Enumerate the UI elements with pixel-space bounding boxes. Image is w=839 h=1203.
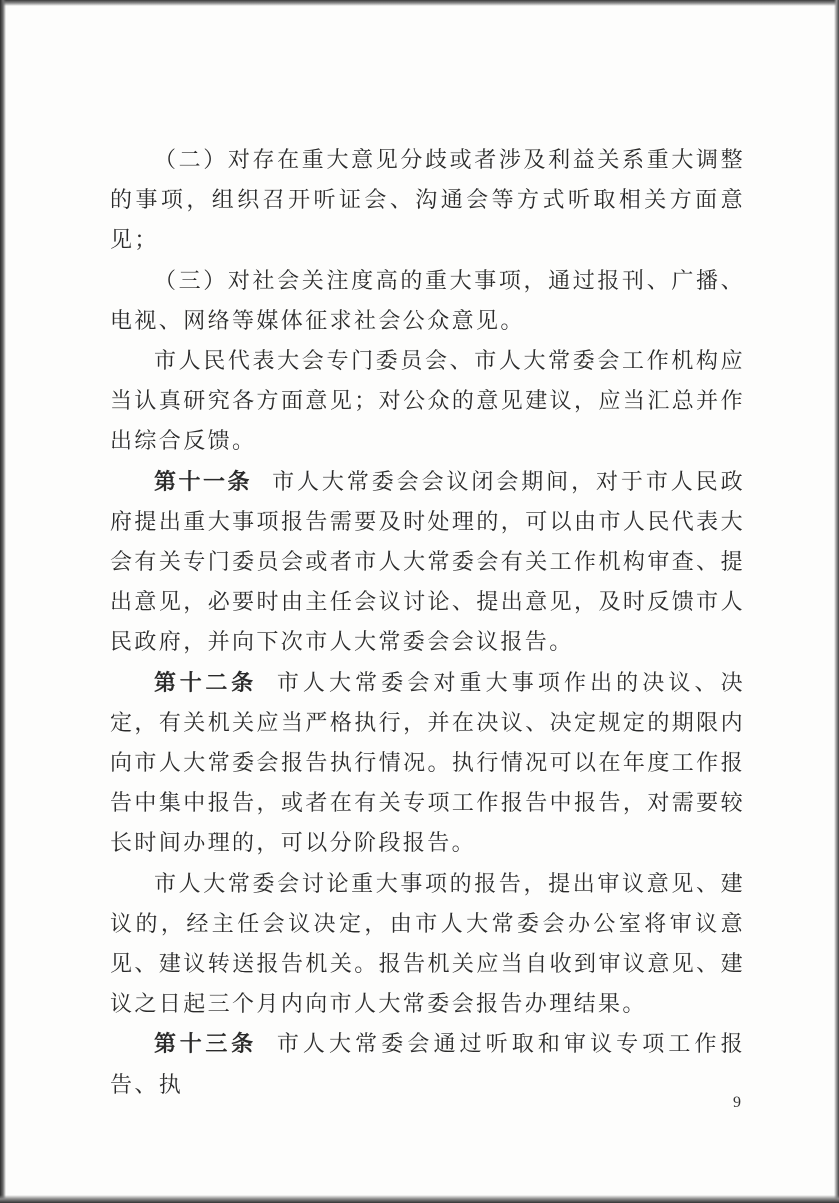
paragraph-clause-2	[110, 141, 745, 262]
article-heading: 第十二条	[154, 670, 257, 696]
scan-edge-left	[0, 0, 6, 1203]
scan-edge-top	[0, 0, 839, 6]
paragraph-text: （三）对社会关注度高的重大事项，通过报刊、广播、电视、网络等媒体征求社会公众意见。	[110, 268, 745, 334]
page-number: 9	[733, 1094, 741, 1111]
paragraph-text: 市人民代表大会专门委员会、市人大常委会工作机构应当认真研究各方面意见；对公众的意见建议，应当汇总并作出综合反馈。	[110, 349, 745, 455]
paragraph-feedback	[110, 342, 745, 463]
paragraph-clause-3	[110, 262, 745, 342]
document-body	[110, 141, 745, 1106]
scan-edge-right	[834, 0, 839, 1203]
paragraph-text: （二）对存在重大意见分歧或者涉及利益关系重大调整的事项，组织召开听证会、沟通会等方式听取相关方面意见；	[110, 148, 745, 254]
paragraph-review-opinions	[110, 865, 745, 1026]
article-heading: 第十一条	[154, 469, 253, 495]
article-11	[110, 463, 745, 664]
article-12	[110, 664, 745, 865]
scan-edge-bottom	[0, 1195, 839, 1203]
article-heading: 第十三条	[154, 1032, 257, 1058]
paragraph-text: 市人大常委会对重大事项作出的决议、决定，有关机关应当严格执行，并在决议、决定规定的期限内向市人大常委会报告执行情况。执行情况可以在年度工作报告中集中报告，或者在有关专项工作报告中报告，对需要较长时间办理的，可以分阶段报告。	[110, 670, 745, 857]
paragraph-text: 市人大常委会讨论重大事项的报告，提出审议意见、建议的，经主任会议决定，由市人大常委会办公室将审议意见、建议转送报告机关。报告机关应当自收到审议意见、建议之日起三个月内向市人大常委会报告办理结果。	[110, 871, 745, 1018]
paragraph-text: 市人大常委会会议闭会期间，对于市人民政府提出重大事项报告需要及时处理的，可以由市人民代表大会有关专门委员会或者市人大常委会有关工作机构审查、提出意见，必要时由主任会议讨论、提出意见，及时反馈市人民政府，并向下次市人大常委会会议报告。	[110, 469, 745, 656]
article-13	[110, 1025, 745, 1105]
paragraph-text: 市人大常委会通过听取和审议专项工作报告、执	[110, 1032, 745, 1098]
